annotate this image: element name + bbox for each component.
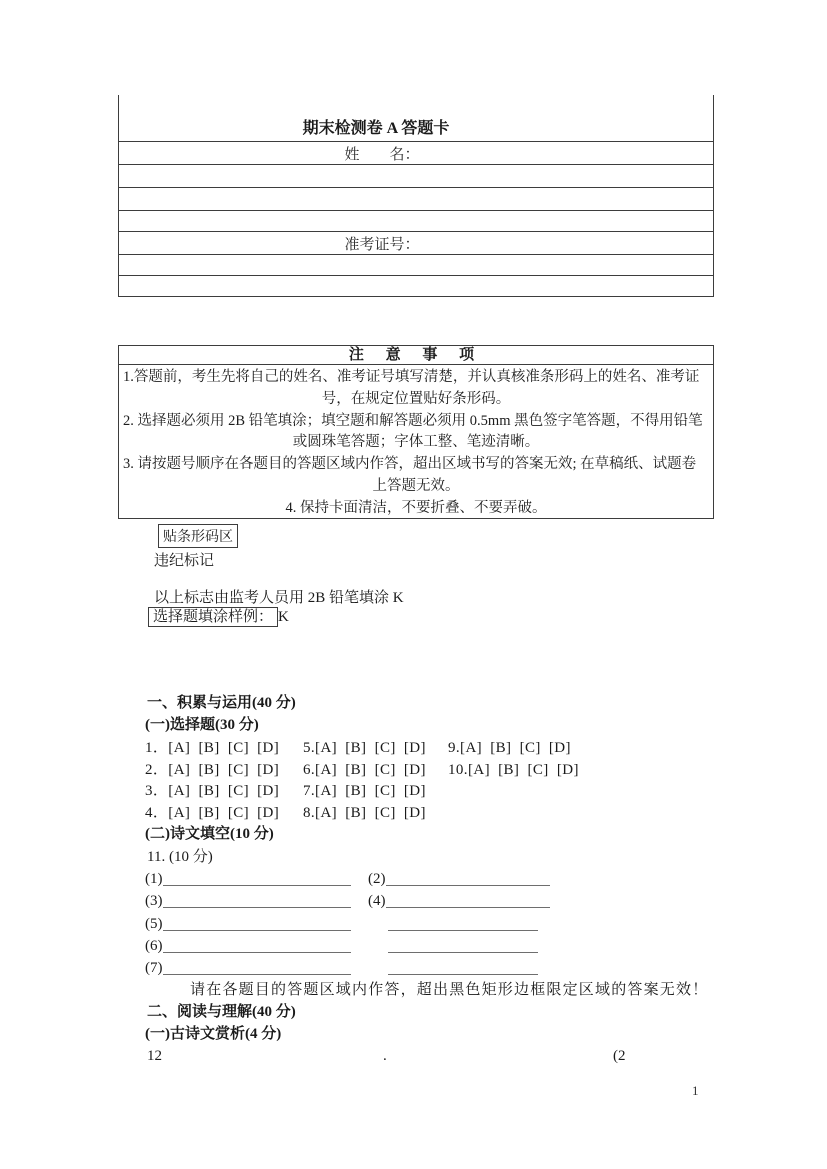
notice-item-2-line-2: 或圆珠笔答题；字体工整、笔迹清晰。 xyxy=(292,434,540,451)
answer-blank-6b xyxy=(388,939,538,953)
answer-blank-6 xyxy=(163,939,351,953)
q12-score-open: (2 xyxy=(613,1048,626,1064)
name-write-row xyxy=(119,164,713,187)
choice-row-4 xyxy=(145,803,448,823)
part2-sub1-heading: (一)古诗文赏析(4 分) xyxy=(145,1026,282,1042)
choice-q2: 2．[A] [B] [C] [D] xyxy=(145,762,280,778)
q12-row xyxy=(147,1046,667,1066)
answer-area-warning: 请在各题目的答题区域内作答，超出黑色矩形边框限定区域的答案无效！ xyxy=(190,982,709,998)
blank-label-4: (4) xyxy=(368,893,386,909)
candidate-info-table xyxy=(118,95,714,297)
notice-item-3-line-2: 上答题无效。 xyxy=(372,477,460,494)
part1-heading: 一、积累与运用(40 分) xyxy=(147,695,296,711)
answer-blank-4 xyxy=(386,894,550,908)
choice-row-3 xyxy=(145,781,448,801)
blank-row-5 xyxy=(145,958,575,980)
choice-row-2 xyxy=(145,760,579,780)
q11-label: 11. (10 分) xyxy=(147,849,213,865)
sheet-title: 期末检测卷 A 答题卡 xyxy=(302,120,450,137)
answer-blank-7b xyxy=(388,961,538,975)
notice-item-4: 4. 保持卡面清洁，不要折叠、不要弄破。 xyxy=(285,499,547,516)
barcode-area-box: 贴条形码区 xyxy=(158,524,238,548)
blank-label-2: (2) xyxy=(368,871,386,887)
part2-heading: 二、阅读与理解(40 分) xyxy=(147,1004,296,1020)
choice-q9: 9.[A] [B] [C] [D] xyxy=(448,740,571,756)
choice-fill-sample-value: K xyxy=(278,609,289,625)
choice-q10: 10.[A] [B] [C] [D] xyxy=(448,762,579,778)
answer-blank-3 xyxy=(163,894,351,908)
notice-body xyxy=(119,365,713,520)
blank-row-3 xyxy=(145,914,575,936)
choice-fill-sample xyxy=(148,605,289,626)
answer-blank-2 xyxy=(386,872,550,886)
notice-box xyxy=(118,345,714,519)
name-label-row: 姓 名： xyxy=(119,141,713,164)
exam-no-label-row: 准考证号： xyxy=(119,231,713,254)
notice-item-3-line-1: 3. 请按题号顺序在各题目的答题区域内作答，超出区域书写的答案无效; 在草稿纸、试题卷 xyxy=(123,456,697,473)
q12-dot: . xyxy=(383,1048,387,1064)
notice-item-1-line-2: 号，在规定位置贴好条形码。 xyxy=(321,390,511,407)
choice-q7: 7.[A] [B] [C] [D] xyxy=(303,783,426,799)
answer-blank-7 xyxy=(163,961,351,975)
exam-no-write-row xyxy=(119,254,713,275)
blank-label-7: (7) xyxy=(145,960,163,976)
choice-q5: 5.[A] [B] [C] [D] xyxy=(303,740,426,756)
q12-number: 12 xyxy=(147,1048,162,1064)
notice-item-1-line-1: 1.答题前，考生先将自己的姓名、准考证号填写清楚，并认真核准条形码上的姓名、准考证 xyxy=(123,369,700,385)
choice-q8: 8.[A] [B] [C] [D] xyxy=(303,805,426,821)
blank-label-6: (6) xyxy=(145,938,163,954)
choice-q4: 4．[A] [B] [C] [D] xyxy=(145,805,280,821)
violation-mark-label: 违纪标记 xyxy=(154,553,215,569)
part1-sub1-heading: (一)选择题(30 分) xyxy=(145,717,259,733)
notice-title: 注 意 事 项 xyxy=(119,346,713,365)
invigilator-note: 以上标志由监考人员用 2B 铅笔填涂 K xyxy=(154,590,404,606)
blank-row-1 xyxy=(145,869,575,891)
notice-item-2-line-1: 2. 选择题必须用 2B 铅笔填涂；填空题和解答题必须用 0.5mm 黑色签字笔答题，不得用铅笔 xyxy=(123,412,703,429)
choice-q3: 3．[A] [B] [C] [D] xyxy=(145,783,280,799)
blank-label-5: (5) xyxy=(145,916,163,932)
choice-fill-sample-label: 选择题填涂样例： xyxy=(148,607,278,627)
answer-blank-1 xyxy=(163,872,351,886)
blank-row-4 xyxy=(145,936,575,958)
blank-label-3: (3) xyxy=(145,893,163,909)
blank-label-1: (1) xyxy=(145,871,163,887)
answer-blank-5 xyxy=(163,917,351,931)
choice-q1: 1．[A] [B] [C] [D] xyxy=(145,740,280,756)
choice-row-1 xyxy=(145,738,571,758)
empty-row xyxy=(119,275,713,296)
blank-row-2 xyxy=(145,891,575,913)
answer-blank-5b xyxy=(388,917,538,931)
empty-row xyxy=(119,210,713,231)
page-number: 1 xyxy=(692,1083,699,1098)
part1-sub2-heading: (二)诗文填空(10 分) xyxy=(145,826,274,842)
empty-row xyxy=(119,187,713,210)
choice-q6: 6.[A] [B] [C] [D] xyxy=(303,762,426,778)
